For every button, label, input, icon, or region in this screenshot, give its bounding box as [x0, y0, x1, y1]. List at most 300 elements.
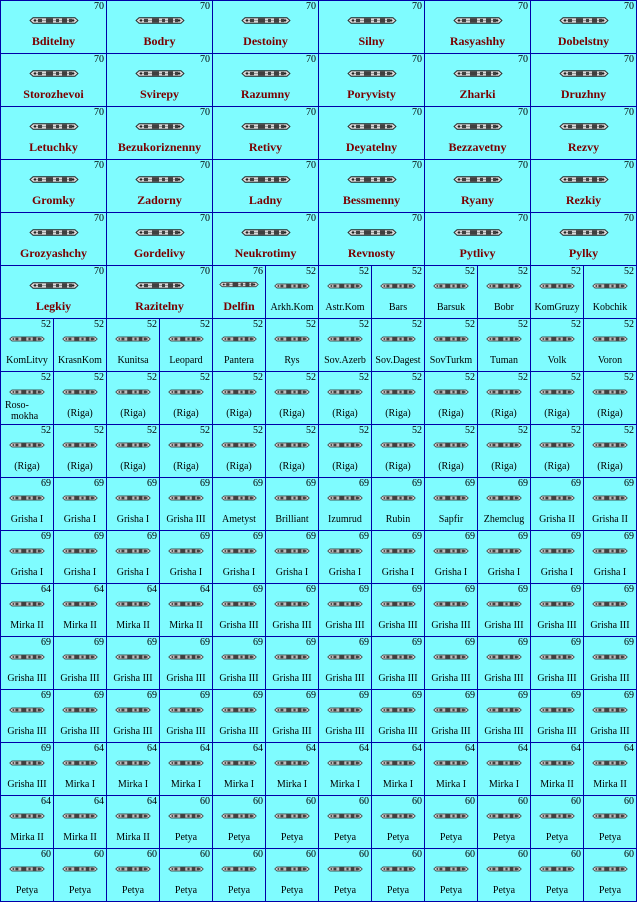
ship-cell[interactable] — [1, 849, 54, 902]
ship-cell[interactable] — [425, 796, 478, 849]
class-number: 70 — [200, 266, 210, 277]
class-number: 64 — [147, 743, 157, 754]
ship-cell[interactable] — [107, 478, 160, 531]
ship-cell[interactable] — [1, 425, 54, 478]
ship-cell[interactable] — [107, 107, 213, 160]
ship-cell[interactable] — [160, 743, 213, 796]
ship-cell[interactable] — [584, 266, 637, 319]
ship-name: Gromky — [31, 193, 76, 207]
ship-cell[interactable] — [425, 425, 478, 478]
ship-cell[interactable] — [1, 796, 54, 849]
ship-name: Kunitsa — [117, 355, 149, 366]
ship-silhouette-icon — [433, 865, 469, 873]
ship-cell[interactable] — [478, 796, 531, 849]
ship-cell[interactable] — [266, 266, 319, 319]
ship-cell[interactable] — [266, 319, 319, 372]
ship-cell[interactable] — [531, 796, 584, 849]
class-number: 69 — [571, 531, 581, 542]
class-number: 70 — [624, 160, 634, 171]
class-number: 70 — [412, 1, 422, 12]
ship-cell[interactable] — [213, 637, 266, 690]
class-number: 52 — [359, 319, 369, 330]
ship-cell[interactable] — [1, 1, 107, 54]
ship-cell[interactable] — [531, 478, 584, 531]
class-number: 69 — [306, 690, 316, 701]
ship-cell[interactable] — [107, 531, 160, 584]
ship-name: Petya — [174, 885, 198, 896]
ship-cell[interactable] — [372, 743, 425, 796]
ship-cell[interactable] — [372, 531, 425, 584]
ship-silhouette-icon — [9, 600, 45, 608]
ship-silhouette-icon — [241, 121, 291, 132]
ship-name: Bessmenny — [342, 193, 401, 207]
ship-cell[interactable] — [478, 849, 531, 902]
ship-cell[interactable] — [425, 319, 478, 372]
class-number: 69 — [147, 690, 157, 701]
class-number: 60 — [412, 796, 422, 807]
ship-cell[interactable] — [160, 531, 213, 584]
ship-cell[interactable] — [54, 319, 107, 372]
ship-cell[interactable] — [319, 54, 425, 107]
ship-name: Grisha III — [431, 620, 471, 631]
ship-name: (Riga) — [597, 408, 623, 419]
ship-name: Petya — [386, 885, 410, 896]
ship-cell[interactable] — [584, 372, 637, 425]
ship-cell[interactable] — [584, 531, 637, 584]
ship-cell[interactable] — [319, 160, 425, 213]
ship-cell[interactable] — [425, 160, 531, 213]
ship-silhouette-icon — [539, 653, 575, 661]
class-number: 69 — [624, 531, 634, 542]
ship-cell[interactable] — [1, 743, 54, 796]
ship-name: Mirka II — [116, 832, 150, 843]
ship-cell[interactable] — [531, 160, 637, 213]
ship-cell[interactable] — [213, 531, 266, 584]
ship-cell[interactable] — [319, 372, 372, 425]
ship-cell[interactable] — [107, 743, 160, 796]
ship-name: Revnosty — [347, 246, 396, 260]
ship-cell[interactable] — [531, 107, 637, 160]
ship-silhouette-icon — [221, 653, 257, 661]
ship-name: Pantera — [224, 355, 254, 366]
ship-cell[interactable] — [531, 531, 584, 584]
ship-cell[interactable] — [319, 107, 425, 160]
ship-cell[interactable] — [372, 584, 425, 637]
ship-cell[interactable] — [531, 319, 584, 372]
ship-cell[interactable] — [425, 849, 478, 902]
class-number: 64 — [359, 743, 369, 754]
ship-cell[interactable] — [213, 160, 319, 213]
ship-cell[interactable] — [319, 637, 372, 690]
ship-cell[interactable] — [531, 213, 637, 266]
ship-silhouette-icon — [221, 706, 257, 714]
ship-cell[interactable] — [372, 266, 425, 319]
ship-cell[interactable] — [213, 1, 319, 54]
ship-cell[interactable] — [531, 849, 584, 902]
ship-name: Grisha I — [169, 567, 203, 578]
ship-silhouette-icon — [221, 335, 257, 343]
class-number: 69 — [571, 584, 581, 595]
ship-cell[interactable] — [213, 849, 266, 902]
ship-name: Grisha III — [272, 620, 312, 631]
ship-cell[interactable] — [266, 743, 319, 796]
class-number: 69 — [306, 584, 316, 595]
ship-cell[interactable] — [1, 584, 54, 637]
ship-cell[interactable] — [425, 1, 531, 54]
ship-name: Poryvisty — [347, 87, 396, 101]
ship-cell[interactable] — [1, 637, 54, 690]
ship-cell[interactable] — [213, 690, 266, 743]
ship-cell[interactable] — [425, 584, 478, 637]
ship-silhouette-icon — [433, 653, 469, 661]
ship-name: Grisha I — [116, 567, 150, 578]
ship-cell[interactable] — [54, 372, 107, 425]
ship-cell[interactable] — [319, 266, 372, 319]
ship-cell[interactable] — [266, 690, 319, 743]
ship-cell[interactable] — [1, 478, 54, 531]
ship-cell[interactable] — [54, 849, 107, 902]
ship-cell[interactable] — [319, 690, 372, 743]
ship-cell[interactable] — [531, 372, 584, 425]
ship-cell[interactable] — [319, 478, 372, 531]
ship-cell[interactable] — [160, 372, 213, 425]
ship-name: (Riga) — [438, 408, 464, 419]
ship-name: Voron — [597, 355, 623, 366]
ship-cell[interactable] — [584, 743, 637, 796]
ship-cell[interactable] — [213, 54, 319, 107]
ship-cell[interactable] — [478, 584, 531, 637]
ship-name: Zhemclug — [483, 514, 525, 525]
ship-cell[interactable] — [160, 425, 213, 478]
class-number: 60 — [412, 849, 422, 860]
ship-cell[interactable] — [54, 743, 107, 796]
ship-name-line-2: mokha — [11, 411, 39, 422]
ship-silhouette-icon — [9, 441, 45, 449]
class-number: 52 — [306, 372, 316, 383]
class-number: 52 — [359, 266, 369, 277]
ship-cell[interactable] — [213, 743, 266, 796]
ship-cell[interactable] — [1, 690, 54, 743]
class-number: 70 — [306, 54, 316, 65]
ship-cell[interactable] — [425, 531, 478, 584]
ship-silhouette-icon — [62, 812, 98, 820]
ship-name: Ametyst — [222, 514, 256, 525]
ship-cell[interactable] — [425, 213, 531, 266]
ship-name: Tuman — [490, 355, 518, 366]
ship-silhouette-icon — [486, 388, 522, 396]
class-number: 64 — [412, 743, 422, 754]
ship-cell[interactable] — [1, 213, 107, 266]
class-number: 70 — [518, 160, 528, 171]
class-number: 64 — [41, 796, 51, 807]
ship-cell[interactable] — [372, 849, 425, 902]
class-number: 70 — [412, 160, 422, 171]
ship-cell[interactable] — [107, 54, 213, 107]
ship-cell[interactable] — [266, 637, 319, 690]
class-number: 69 — [200, 637, 210, 648]
class-number: 69 — [359, 531, 369, 542]
ship-cell[interactable] — [213, 107, 319, 160]
ship-silhouette-icon — [539, 494, 575, 502]
class-number: 69 — [94, 531, 104, 542]
ship-silhouette-icon — [327, 547, 363, 555]
ship-name: KrasnKom — [58, 355, 102, 366]
class-number: 70 — [412, 107, 422, 118]
class-number: 69 — [624, 584, 634, 595]
ship-cell[interactable] — [1, 54, 107, 107]
ship-cell[interactable] — [319, 425, 372, 478]
ship-silhouette-icon — [115, 600, 151, 608]
ship-cell[interactable] — [372, 637, 425, 690]
ship-cell[interactable] — [531, 584, 584, 637]
ship-cell[interactable] — [213, 478, 266, 531]
ship-cell[interactable] — [1, 319, 54, 372]
ship-silhouette-icon — [274, 653, 310, 661]
class-number: 64 — [200, 584, 210, 595]
ship-name: Volk — [547, 355, 567, 366]
ship-cell[interactable] — [372, 319, 425, 372]
ship-cell[interactable] — [319, 743, 372, 796]
ship-name: Silny — [358, 34, 385, 48]
ship-silhouette-icon — [274, 759, 310, 767]
class-number: 52 — [41, 372, 51, 383]
ship-cell[interactable] — [372, 425, 425, 478]
ship-name: Dobelstny — [557, 34, 610, 48]
ship-name: (Riga) — [67, 461, 93, 472]
ship-silhouette-icon — [115, 812, 151, 820]
ship-silhouette-icon — [327, 282, 363, 290]
ship-silhouette-icon — [539, 812, 575, 820]
ship-cell[interactable] — [531, 637, 584, 690]
class-number: 52 — [465, 266, 475, 277]
ship-cell[interactable] — [54, 425, 107, 478]
ship-name: Grisha III — [7, 673, 47, 684]
ship-cell[interactable] — [1, 160, 107, 213]
ship-cell[interactable] — [266, 478, 319, 531]
ship-cell[interactable] — [160, 796, 213, 849]
ship-silhouette-icon — [29, 121, 79, 132]
ship-cell[interactable] — [160, 584, 213, 637]
class-number: 52 — [518, 425, 528, 436]
ship-cell[interactable] — [1, 531, 54, 584]
ship-silhouette-icon — [115, 653, 151, 661]
ship-cell[interactable] — [319, 531, 372, 584]
class-number: 52 — [94, 319, 104, 330]
ship-silhouette-icon — [433, 812, 469, 820]
ship-cell[interactable] — [584, 478, 637, 531]
ship-cell[interactable] — [425, 478, 478, 531]
ship-cell[interactable] — [1, 372, 54, 425]
ship-cell[interactable] — [425, 54, 531, 107]
ship-cell[interactable] — [478, 531, 531, 584]
ship-cell[interactable] — [584, 796, 637, 849]
ship-name: Grisha I — [434, 567, 468, 578]
ship-cell[interactable] — [266, 796, 319, 849]
ship-name: Rubin — [385, 514, 411, 525]
class-number: 70 — [306, 1, 316, 12]
ship-cell[interactable] — [213, 372, 266, 425]
ship-name: (Riga) — [279, 461, 305, 472]
ship-silhouette-icon — [62, 865, 98, 873]
ship-cell[interactable] — [584, 690, 637, 743]
ship-cell[interactable] — [160, 478, 213, 531]
ship-cell[interactable] — [478, 690, 531, 743]
ship-cell[interactable] — [425, 372, 478, 425]
ship-cell[interactable] — [1, 266, 107, 319]
ship-name: Grisha III — [378, 673, 418, 684]
ship-cell[interactable] — [319, 213, 425, 266]
class-number: 69 — [518, 637, 528, 648]
ship-name: Mirka I — [223, 779, 255, 790]
ship-name: Mirka II — [540, 779, 574, 790]
ship-cell[interactable] — [107, 372, 160, 425]
class-number: 64 — [518, 743, 528, 754]
ship-cell[interactable] — [531, 690, 584, 743]
ship-name: Grisha III — [590, 620, 630, 631]
ship-cell[interactable] — [107, 690, 160, 743]
class-number: 60 — [571, 849, 581, 860]
ship-cell[interactable] — [319, 849, 372, 902]
ship-cell[interactable] — [266, 425, 319, 478]
ship-cell[interactable] — [107, 319, 160, 372]
ship-cell[interactable] — [160, 637, 213, 690]
ship-cell[interactable] — [54, 478, 107, 531]
ship-cell[interactable] — [107, 266, 213, 319]
ship-name: Rezkiy — [565, 193, 602, 207]
ship-cell[interactable] — [266, 849, 319, 902]
ship-cell[interactable] — [54, 796, 107, 849]
ship-cell[interactable] — [531, 266, 584, 319]
ship-cell[interactable] — [160, 319, 213, 372]
ship-name: Mirka II — [63, 620, 97, 631]
ship-cell[interactable] — [107, 160, 213, 213]
ship-cell[interactable] — [478, 743, 531, 796]
ship-cell[interactable] — [584, 584, 637, 637]
ship-cell[interactable] — [54, 584, 107, 637]
ship-cell[interactable] — [372, 690, 425, 743]
ship-cell[interactable] — [425, 107, 531, 160]
ship-silhouette-icon — [9, 547, 45, 555]
ship-cell[interactable] — [107, 213, 213, 266]
ship-cell[interactable] — [107, 425, 160, 478]
ship-cell[interactable] — [531, 743, 584, 796]
ship-name: Grisha III — [7, 726, 47, 737]
ship-name: (Riga) — [14, 461, 40, 472]
ship-name: Mirka II — [10, 832, 44, 843]
ship-cell[interactable] — [160, 690, 213, 743]
ship-cell[interactable] — [372, 372, 425, 425]
ship-cell[interactable] — [107, 584, 160, 637]
ship-cell[interactable] — [266, 372, 319, 425]
ship-cell[interactable] — [107, 1, 213, 54]
ship-cell[interactable] — [319, 584, 372, 637]
ship-cell[interactable] — [107, 849, 160, 902]
ship-cell[interactable] — [478, 425, 531, 478]
ship-silhouette-icon — [539, 441, 575, 449]
ship-cell[interactable] — [266, 531, 319, 584]
ship-cell[interactable] — [478, 372, 531, 425]
ship-silhouette-icon — [135, 15, 185, 26]
ship-cell[interactable] — [107, 796, 160, 849]
ship-cell[interactable] — [531, 425, 584, 478]
ship-cell[interactable] — [213, 425, 266, 478]
ship-cell[interactable] — [584, 425, 637, 478]
ship-cell[interactable] — [425, 743, 478, 796]
ship-cell[interactable] — [478, 637, 531, 690]
ship-silhouette-icon — [433, 388, 469, 396]
ship-cell[interactable] — [107, 637, 160, 690]
class-number: 52 — [41, 319, 51, 330]
ship-cell[interactable] — [213, 796, 266, 849]
ship-cell[interactable] — [478, 266, 531, 319]
ship-name: Grisha III — [537, 673, 577, 684]
ship-cell[interactable] — [372, 796, 425, 849]
ship-cell[interactable] — [319, 319, 372, 372]
ship-cell[interactable] — [425, 690, 478, 743]
ship-cell[interactable] — [584, 319, 637, 372]
ship-cell[interactable] — [213, 266, 266, 319]
ship-cell[interactable] — [266, 584, 319, 637]
ship-cell[interactable] — [160, 849, 213, 902]
class-number: 69 — [94, 637, 104, 648]
ship-silhouette-icon — [486, 335, 522, 343]
ship-cell[interactable] — [1, 107, 107, 160]
ship-cell[interactable] — [54, 637, 107, 690]
ship-silhouette-icon — [380, 282, 416, 290]
ship-name: Legkiy — [35, 299, 72, 313]
ship-name: Petya — [492, 832, 516, 843]
ship-name: Grisha III — [378, 620, 418, 631]
class-number: 60 — [359, 796, 369, 807]
ship-silhouette-icon — [559, 174, 609, 185]
ship-cell[interactable] — [425, 637, 478, 690]
ship-cell[interactable] — [213, 584, 266, 637]
ship-cell[interactable] — [531, 1, 637, 54]
ship-name: Petya — [439, 885, 463, 896]
ship-name: Grisha III — [378, 726, 418, 737]
ship-silhouette-icon — [380, 547, 416, 555]
ship-cell[interactable] — [319, 1, 425, 54]
ship-cell[interactable] — [54, 690, 107, 743]
ship-silhouette-icon — [9, 653, 45, 661]
ship-silhouette-icon — [592, 600, 628, 608]
class-number: 52 — [465, 319, 475, 330]
ship-cell[interactable] — [319, 796, 372, 849]
class-number: 60 — [518, 796, 528, 807]
ship-name: KomLitvy — [6, 355, 48, 366]
ship-cell[interactable] — [478, 478, 531, 531]
ship-cell[interactable] — [372, 478, 425, 531]
ship-cell[interactable] — [213, 319, 266, 372]
ship-name: Grisha III — [325, 726, 365, 737]
ship-silhouette-icon — [274, 441, 310, 449]
ship-cell[interactable] — [584, 637, 637, 690]
ship-name: Petya — [333, 832, 357, 843]
ship-cell[interactable] — [425, 266, 478, 319]
ship-cell[interactable] — [213, 213, 319, 266]
ship-silhouette-icon — [168, 600, 204, 608]
ship-silhouette-icon — [115, 494, 151, 502]
class-number: 69 — [253, 478, 263, 489]
ship-cell[interactable] — [584, 849, 637, 902]
ship-silhouette-icon — [241, 68, 291, 79]
ship-silhouette-icon — [115, 388, 151, 396]
ship-cell[interactable] — [478, 319, 531, 372]
class-number: 52 — [571, 319, 581, 330]
class-number: 60 — [571, 796, 581, 807]
ship-cell[interactable] — [531, 54, 637, 107]
ship-cell[interactable] — [54, 531, 107, 584]
